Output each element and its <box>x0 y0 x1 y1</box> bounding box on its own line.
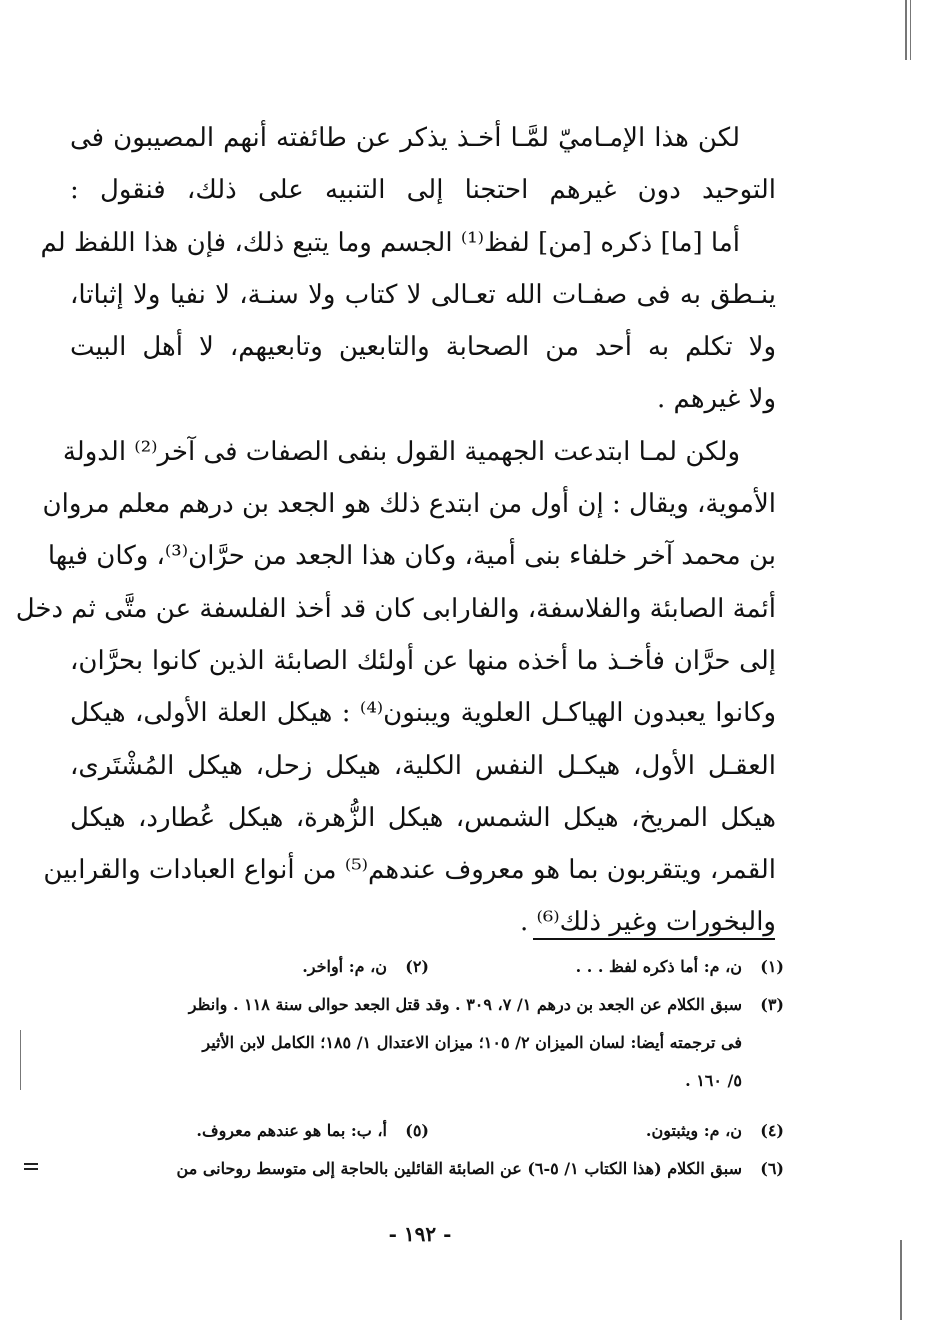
footnote-number: (٣) <box>760 995 784 1014</box>
text-line: العقـل الأول، هيكـل النفس الكلية، هيكل زحل، هيكل المُشْتَرى، <box>70 750 776 781</box>
scan-edge-mark <box>910 0 911 60</box>
footnote-6 <box>74 1150 784 1188</box>
footnote-row <box>74 948 784 986</box>
text-line: ولكن لمـا ابتدعت الجهمية القول بنفى الصفات فى آخر⁽²⁾ الدولة <box>62 436 740 467</box>
text-line: أما [ما] ذكره [من] لفظ⁽¹⁾ الجسم وما يتبع ذلك، فإن هذا اللفظ لم <box>40 227 740 258</box>
footnote-1 <box>429 948 784 986</box>
footnote-separator <box>533 938 775 940</box>
text-line: ولا غيرهم . <box>657 384 776 415</box>
main-text-block <box>15 112 776 949</box>
scan-edge-mark <box>24 1168 38 1170</box>
text-line: القمر، ويتقربون بما هو معروف عندهم⁽⁵⁾ من أنواع العبادات والقرابين <box>43 855 776 886</box>
footnote-number: (٥) <box>405 1121 429 1140</box>
footnote-row <box>74 1112 784 1150</box>
text-line: بن محمد آخر خلفاء بنى أمية، وكان هذا الجعد من حرَّان⁽³⁾، وكان فيها <box>47 541 776 572</box>
footnote-text: أ، ب: بما هو عندهم معروف. <box>196 1121 387 1140</box>
text-line: والبخورات وغير ذلك⁽⁶⁾ . <box>519 907 776 938</box>
text-line: ينـطق به فى صفـات الله تعـالى لا كتاب ولا سنـة، لا نفيا ولا إثباتا، <box>70 279 776 310</box>
footnote-5 <box>74 1112 429 1150</box>
footnote-2 <box>74 948 429 986</box>
footnote-number: (٤) <box>760 1121 784 1140</box>
text-line: لكن هذا الإمـاميّ لمَّـا أخـذ يذكر عن طائفته أنهم المصيبون فى <box>70 123 740 153</box>
footnote-number: (٦) <box>760 1159 784 1178</box>
footnote-text: سبق الكلام (هذا الكتاب ١/ ٥-٦) عن الصابئة القائلين بالحاجة إلى متوسط روحانى من <box>176 1159 742 1178</box>
text-line: وكانوا يعبدون الهياكـل العلوية ويبنون⁽⁴⁾ : هيكل العلة الأولى، هيكل <box>70 698 776 729</box>
text-line: هيكل المريخ، هيكل الشمس، هيكل الزُّهرة، هيكل عُطارد، هيكل <box>70 802 776 833</box>
footnote-text: ن، م: ويثبتون. <box>645 1121 742 1140</box>
scan-edge-mark <box>20 1030 21 1090</box>
footnote-text: ن، م: أواخر. <box>302 957 387 976</box>
footnote-number: (١) <box>760 957 784 976</box>
footnote-number: (٢) <box>405 957 429 976</box>
scan-edge-mark <box>900 1240 902 1320</box>
footnote-continuation: فى ترجمته أيضا: لسان الميزان ٢/ ١٠٥؛ ميزان الاعتدال ١/ ١٨٥؛ الكامل لابن الأثير <box>202 1033 742 1052</box>
text-line: أئمة الصابئة والفلاسفة، والفارابى كان قد أخذ الفلسفة عن متَّى ثم دخل <box>15 593 776 624</box>
scan-edge-mark <box>24 1163 38 1165</box>
footnote-continuation: ٥/ ١٦٠ . <box>685 1071 742 1090</box>
text-line: ولا تكلم به أحد من الصحابة والتابعين وتابعيهم، لا أهل البيت <box>70 332 776 363</box>
footnote-4 <box>429 1112 784 1150</box>
scan-edge-mark <box>905 0 907 60</box>
text-line: إلى حرَّان فأخـذ ما أخذه منها عن أولئك الصابئة الذين كانوا بحرَّان، <box>70 645 776 676</box>
footnote-3 <box>74 986 784 1024</box>
footnote-text: ن، م: أما ذكره لفظ . . . <box>575 957 742 976</box>
text-line: الأموية، ويقال : إن أول من ابتدع ذلك هو الجعد بن درهم معلم مروان <box>42 489 776 520</box>
text-line: التوحيد دون غيرهم احتجنا إلى التنبيه على ذلك، فنقول : <box>70 175 776 206</box>
page-number: - ١٩٢ - <box>388 1222 452 1246</box>
footnote-text: سبق الكلام عن الجعد بن درهم ١/ ٧، ٣٠٩ . وقد قتل الجعد حوالى سنة ١١٨ . وانظر <box>188 995 742 1014</box>
footnotes-block <box>74 948 784 1188</box>
